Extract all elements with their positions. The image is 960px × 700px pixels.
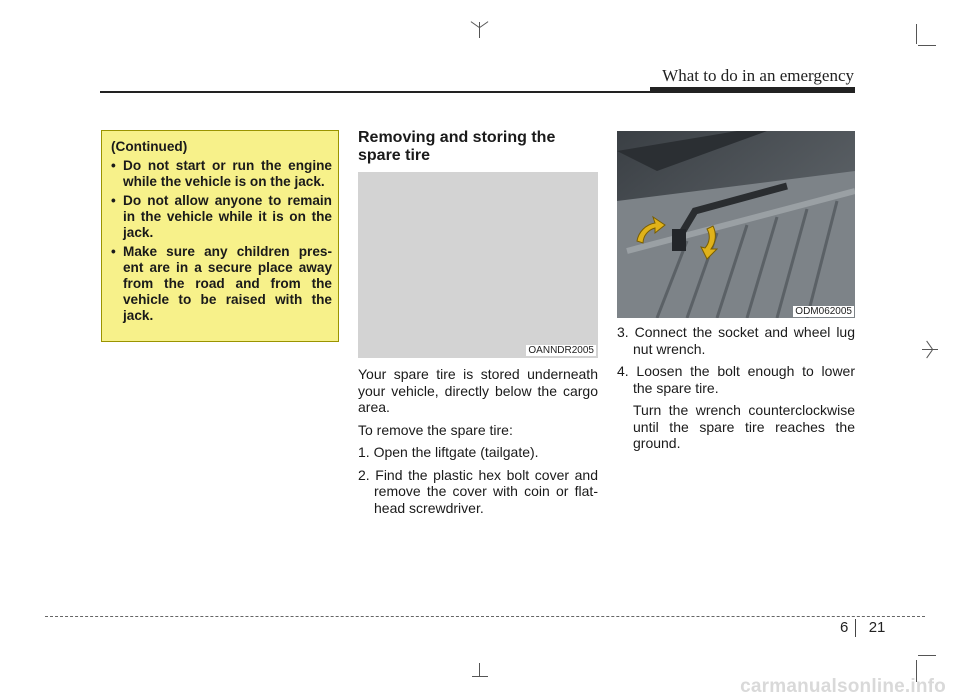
crop-mark-top-v2 xyxy=(480,21,489,28)
caution-list xyxy=(111,158,332,324)
step-item: 1. Open the liftgate (tailgate). xyxy=(358,444,539,460)
footer-rule xyxy=(45,616,925,617)
crop-mark-bottomright-h xyxy=(918,655,936,656)
running-head: What to do in an emergency xyxy=(662,66,854,85)
caution-continued: (Continued) xyxy=(111,139,188,154)
page-number xyxy=(840,619,885,636)
chapter-number: 6 xyxy=(840,619,849,636)
crop-mark-bottom-base xyxy=(472,676,488,677)
step-item: 3. Connect the socket and wheel lug nut wrench. xyxy=(617,324,855,357)
crop-mark-right-h xyxy=(922,349,938,350)
spare-tire-photo-illustration xyxy=(617,131,855,318)
figure-code: ODM062005 xyxy=(795,306,852,317)
figure-code: OANNDR2005 xyxy=(528,345,594,356)
intro-paragraph: Your spare tire is stored underneath your vehicle, directly below the cargo area. xyxy=(358,366,598,415)
watermark-text: carmanualsonline.info xyxy=(740,676,946,697)
section-heading: Removing and storing the spare tire xyxy=(358,129,556,164)
crop-mark-top-stem xyxy=(479,22,480,38)
figure-placeholder xyxy=(358,172,598,358)
figure-photo xyxy=(617,131,855,318)
body-column-3 xyxy=(617,324,855,452)
crop-mark-topright-v xyxy=(916,24,917,44)
body-column-2 xyxy=(358,366,598,522)
caution-box xyxy=(101,130,339,342)
caution-item: • Do not allow anyone to remain in the vehicle while it is on the jack. xyxy=(111,193,332,241)
caution-item: • Make sure any children pres- ent are in a secure place away from the road and from the vehicle to be raised with the jack. xyxy=(111,244,332,324)
crop-mark-bottom-stem xyxy=(479,663,480,677)
crop-mark-topright-h xyxy=(918,45,936,46)
step-item: 4. Loosen the bolt enough to lower the spare tire. xyxy=(617,363,855,396)
socket-shape xyxy=(672,229,686,251)
lead-paragraph: To remove the spare tire: xyxy=(358,421,513,438)
header-rule-accent xyxy=(650,87,855,93)
page-number-value: 21 xyxy=(868,619,886,636)
caution-item: • Do not start or run the engine while the vehicle is on the jack. xyxy=(111,158,332,190)
page-number-divider xyxy=(855,619,856,637)
step-note: Turn the wrench counterclockwise until the spare tire reaches the ground. xyxy=(633,402,855,451)
crop-mark-right-v2 xyxy=(926,350,933,359)
step-item: 2. Find the plastic hex bolt cover and remove the cover with coin or flat- head screwdriver. xyxy=(358,466,598,516)
